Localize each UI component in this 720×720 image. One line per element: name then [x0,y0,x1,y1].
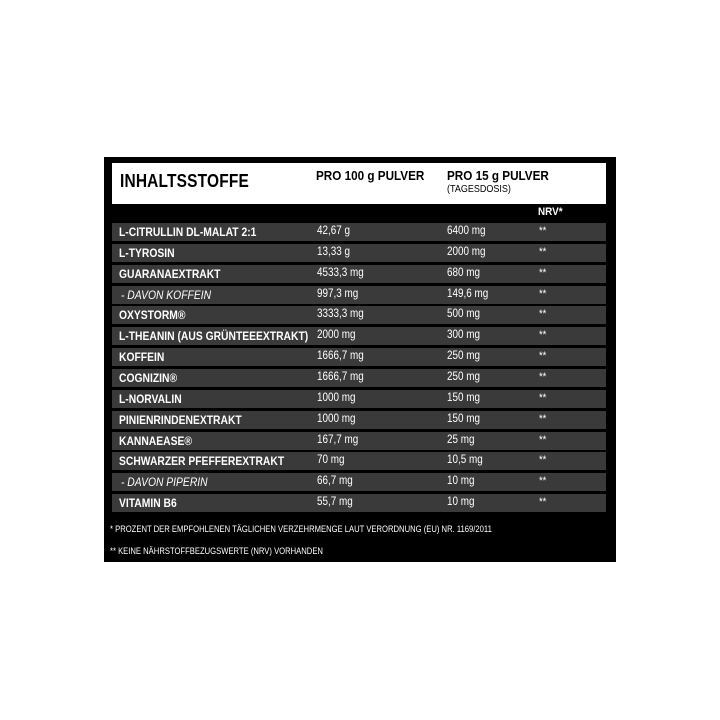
ingredient-name: OXYSTORM® [119,308,186,322]
ingredient-name: L-TYROSIN [119,246,175,260]
table-header [112,163,606,204]
amount-per-100g: 4533,3 mg [317,267,364,279]
amount-per-15g: 300 mg [447,329,480,341]
nrv-value: ** [539,371,547,383]
nrv-value: ** [539,350,547,362]
table-row [112,369,606,387]
ingredient-name: KANNAEASE® [119,434,192,448]
amount-per-15g: 500 mg [447,308,480,320]
nrv-value: ** [539,308,547,320]
amount-per-15g: 6400 mg [447,225,486,237]
amount-per-100g: 70 mg [317,454,345,466]
table-row [112,223,606,241]
header-title: INHALTSSTOFFE [120,171,249,191]
amount-per-15g: 250 mg [447,371,480,383]
header-daily-dose: (TAGESDOSIS) [447,184,511,195]
amount-per-15g: 250 mg [447,350,480,362]
amount-per-100g: 1000 mg [317,413,356,425]
table-row [112,411,606,429]
amount-per-100g: 997,3 mg [317,288,359,300]
ingredient-name: - DAVON PIPERIN [121,475,208,489]
nrv-value: ** [539,246,547,258]
header-per-100g: PRO 100 g PULVER [316,168,425,183]
amount-per-15g: 10,5 mg [447,454,483,466]
table-row [112,494,606,512]
nrv-value: ** [539,225,547,237]
amount-per-100g: 13,33 g [317,246,351,258]
ingredient-name: KOFFEIN [119,350,165,364]
amount-per-15g: 680 mg [447,267,480,279]
amount-per-100g: 55,7 mg [317,496,353,508]
ingredient-name: L-NORVALIN [119,392,182,406]
nrv-value: ** [539,329,547,341]
nrv-value: ** [539,288,547,300]
nrv-value: ** [539,454,547,466]
ingredient-name: VITAMIN B6 [119,496,177,510]
table-row [112,452,606,470]
amount-per-15g: 25 mg [447,434,475,446]
amount-per-100g: 167,7 mg [317,434,359,446]
amount-per-100g: 1000 mg [317,392,356,404]
nrv-value: ** [539,267,547,279]
header-per-15g: PRO 15 g PULVER [447,168,549,183]
table-row [112,327,606,345]
table-row [112,286,606,304]
amount-per-15g: 10 mg [447,496,475,508]
amount-per-100g: 1666,7 mg [317,350,364,362]
amount-per-15g: 149,6 mg [447,288,489,300]
ingredient-name: L-THEANIN (AUS GRÜNTEEEXTRAKT) [119,329,309,343]
table-row [112,244,606,262]
amount-per-15g: 10 mg [447,475,475,487]
nrv-value: ** [539,413,547,425]
amount-per-15g: 150 mg [447,392,480,404]
footnote: * PROZENT DER EMPFOHLENEN TÄGLICHEN VERZEHRMENGE LAUT VERORDNUNG (EU) NR. 1169/2011 [110,524,492,534]
amount-per-100g: 3333,3 mg [317,308,364,320]
table-row [112,265,606,283]
amount-per-100g: 42,67 g [317,225,351,237]
amount-per-100g: 2000 mg [317,329,356,341]
amount-per-15g: 2000 mg [447,246,486,258]
table-row [112,432,606,450]
nrv-value: ** [539,392,547,404]
table-row [112,306,606,324]
nrv-value: ** [539,434,547,446]
table-row [112,390,606,408]
nrv-value: ** [539,475,547,487]
footnote: ** KEINE NÄHRSTOFFBEZUGSWERTE (NRV) VORHANDEN [110,546,323,556]
amount-per-15g: 150 mg [447,413,480,425]
amount-per-100g: 1666,7 mg [317,371,364,383]
ingredient-name: COGNIZIN® [119,371,178,385]
amount-per-100g: 66,7 mg [317,475,353,487]
table-row [112,473,606,491]
header-nrv: NRV* [538,206,563,218]
ingredient-name: L-CITRULLIN DL-MALAT 2:1 [119,225,257,239]
table-row [112,348,606,366]
ingredient-name: SCHWARZER PFEFFEREXTRAKT [119,454,285,468]
ingredient-name: GUARANAEXTRAKT [119,267,221,281]
ingredient-name: - DAVON KOFFEIN [121,288,212,302]
ingredient-name: PINIENRINDENEXTRAKT [119,413,242,427]
nrv-value: ** [539,496,547,508]
